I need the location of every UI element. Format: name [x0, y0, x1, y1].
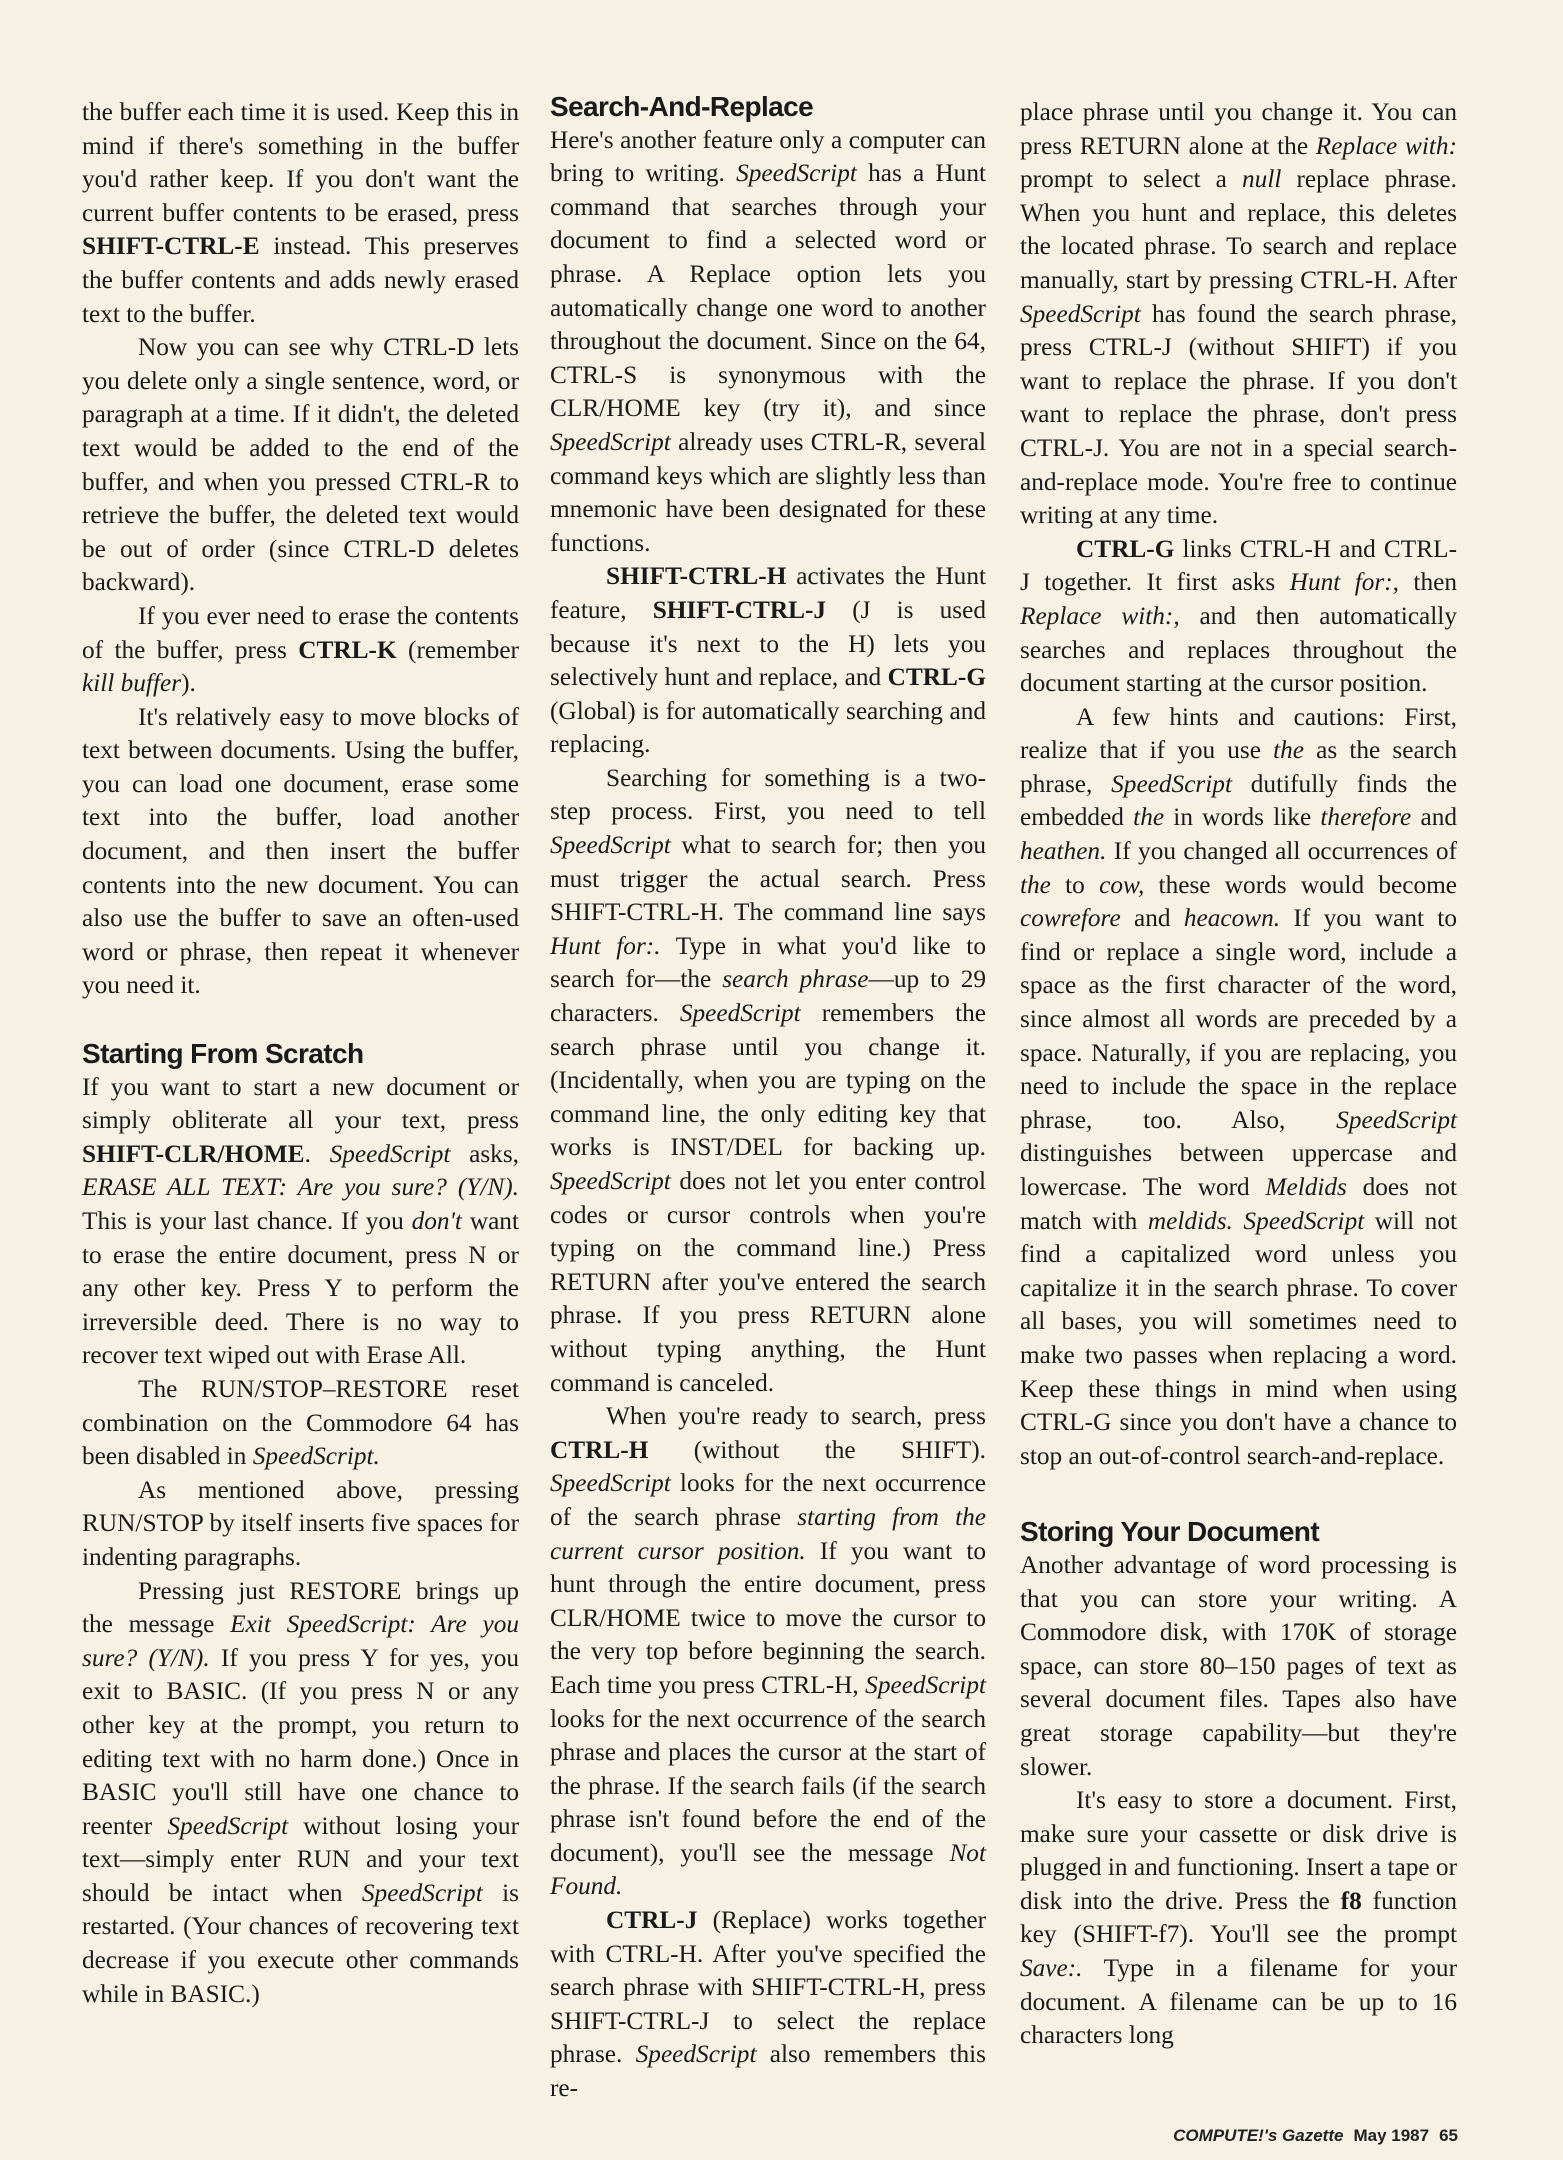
paragraph: CTRL-G links CTRL-H and CTRL-J together. It first asks Hunt for:, then Replace with:, and then automatically searches and replaces throughout the document starting at the cursor position.	[1020, 534, 1457, 698]
page-number: 65	[1439, 2126, 1458, 2145]
section-heading: Storing Your Document	[1020, 1516, 1320, 1548]
paragraph: Here's another feature only a computer can bring to writing. SpeedScript has a Hunt command that searches through your document to find a selected word or phrase. A Replace option lets you automatically change one word to another throughout the document. Since on the 64, CTRL-S is synonymous with the CLR/HOME key (try it), and since SpeedScript already uses CTRL-R, several command keys which are slightly less than mnemonic have been designated for these functions.	[550, 125, 987, 557]
column-2	[550, 91, 987, 2106]
paragraph: place phrase until you change it. You can press RETURN alone at the Replace with: prompt to select a null replace phrase. When you hunt and replace, this deletes the located phrase. To search and replace manually, start by pressing CTRL-H. After SpeedScript has found the search phrase, press CTRL-J (without SHIFT) if you want to replace the phrase. If you don't want to replace the phrase, don't press CTRL-J. You are not in a special search-and-replace mode. You're free to continue writing at any time.	[1020, 98, 1457, 530]
paragraph: A few hints and cautions: First, realize that if you use the as the search phrase, SpeedScript dutifully finds the embedded the in words like therefore and heathen. If you changed all occurrences of the to cow, these words would become cowrefore and heacown. If you want to find or replace a single word, include a space as the first character of the word, since almost all words are preceded by a space. Naturally, if you are replacing, you need to include the space in the replace phrase, too. Also, SpeedScript distinguishes between uppercase and lowercase. The word Meldids does not match with meldids. SpeedScript will not find a capitalized word unless you capitalize it in the search phrase. To cover all bases, you will sometimes need to make two passes when replacing a word. Keep these things in mind when using CTRL-G since you don't have a chance to stop an out-of-control search-and-replace.	[1020, 702, 1458, 1470]
section-heading: Search-And-Replace	[550, 91, 814, 122]
paragraph: SHIFT-CTRL-H activates the Hunt feature, SHIFT-CTRL-J (J is used because it's next to the H) lets you selectively hunt and replace, and CTRL-G (Global) is for automatically searching and replacing.	[550, 562, 987, 759]
paragraph: Searching for something is a two-step process. First, you need to tell SpeedScript what to search for; then you must trigger the actual search. Press SHIFT-CTRL-H. The command line says Hunt for:. Type in what you'd like to search for—the search phrase—up to 29 characters. SpeedScript remembers the search phrase until you change it. (Incidentally, when you are typing on the command line, the only editing key that works is INST/DEL for backing up. SpeedScript does not let you enter control codes or cursor controls when you're typing on the command line.) Press RETURN after you've entered the search phrase. If you press RETURN alone without typing anything, the Hunt command is canceled.	[550, 763, 986, 1397]
paragraph: Another advantage of word processing is that you can store your writing. A Commodore disk, with 170K of storage space, can store 80–150 pages of text as several document files. Tapes also have great storage capability—but they're slower.	[1020, 1550, 1457, 1781]
paragraph: If you ever need to erase the contents of the buffer, press CTRL-K (remember kill buffer).	[82, 601, 519, 698]
issue-date: May 1987	[1353, 2126, 1430, 2145]
paragraph: CTRL-J (Replace) works together with CTRL-H. After you've specified the search phrase with SHIFT-CTRL-H, press SHIFT-CTRL-J to select the replace phrase. SpeedScript also remembers this re-	[550, 1906, 987, 2103]
section-heading: Starting From Scratch	[82, 1038, 364, 1070]
paragraph: the buffer each time it is used. Keep this in mind if there's something in the buffer you'd rather keep. If you don't want the current buffer contents to be erased, press SHIFT-CTRL-E instead. This preserves the buffer contents and adds newly erased text to the buffer.	[82, 98, 519, 328]
paragraph: The RUN/STOP–RESTORE reset combination on the Commodore 64 has been disabled in SpeedScript.	[82, 1374, 519, 1471]
paragraph: It's relatively easy to move blocks of text between documents. Using the buffer, you can load one document, erase some text into the buffer, load another document, and then insert the buffer contents into the new document. You can also use the buffer to save an often-used word or phrase, then repeat it whenever you need it.	[82, 702, 519, 1000]
column-3	[1020, 96, 1457, 2053]
paragraph: Now you can see why CTRL-D lets you delete only a single sentence, word, or paragraph at a time. If it didn't, the deleted text would be added to the end of the buffer, and when you pressed CTRL-R to retrieve the buffer, the deleted text would be out of order (since CTRL-D deletes backward).	[82, 333, 519, 597]
magazine-name: COMPUTE!'s Gazette	[1173, 2126, 1344, 2145]
paragraph: When you're ready to search, press CTRL-H (without the SHIFT). SpeedScript looks for the next occurrence of the search phrase starting from the current cursor position. If you want to hunt through the entire document, press CLR/HOME twice to move the cursor to the very top before beginning the search. Each time you press CTRL-H, SpeedScript looks for the next occurrence of the search phrase and places the cursor at the start of the phrase. If the search fails (if the search phrase isn't found before the end of the document), you'll see the message Not Found.	[550, 1402, 986, 1901]
paragraph: As mentioned above, pressing RUN/STOP by itself inserts five spaces for indenting paragraphs.	[82, 1475, 519, 1571]
column-1	[82, 96, 519, 2011]
page-footer	[1173, 2126, 1458, 2146]
paragraph: If you want to start a new document or simply obliterate all your text, press SHIFT-CLR/HOME. SpeedScript asks, ERASE ALL TEXT: Are you sure? (Y/N). This is your last chance. If you don't want to erase the entire document, press N or any other key. Press Y to perform the irreversible deed. There is no way to recover text wiped out with Erase All.	[82, 1072, 519, 1370]
paragraph: It's easy to store a document. First, make sure your cassette or disk drive is plugged in and functioning. Insert a tape or disk into the drive. Press the f8 function key (SHIFT-f7). You'll see the prompt Save:. Type in a filename for your document. A filename can be up to 16 characters long	[1020, 1786, 1457, 2050]
paragraph: Pressing just RESTORE brings up the message Exit SpeedScript: Are you sure? (Y/N). If you press Y for yes, you exit to BASIC. (If you press N or any other key at the prompt, you return to editing text with no harm done.) Once in BASIC you'll still have one chance to reenter SpeedScript without losing your text—simply enter RUN and your text should be intact when SpeedScript is restarted. (Your chances of recovering text decrease if you execute other commands while in BASIC.)	[82, 1576, 520, 2008]
